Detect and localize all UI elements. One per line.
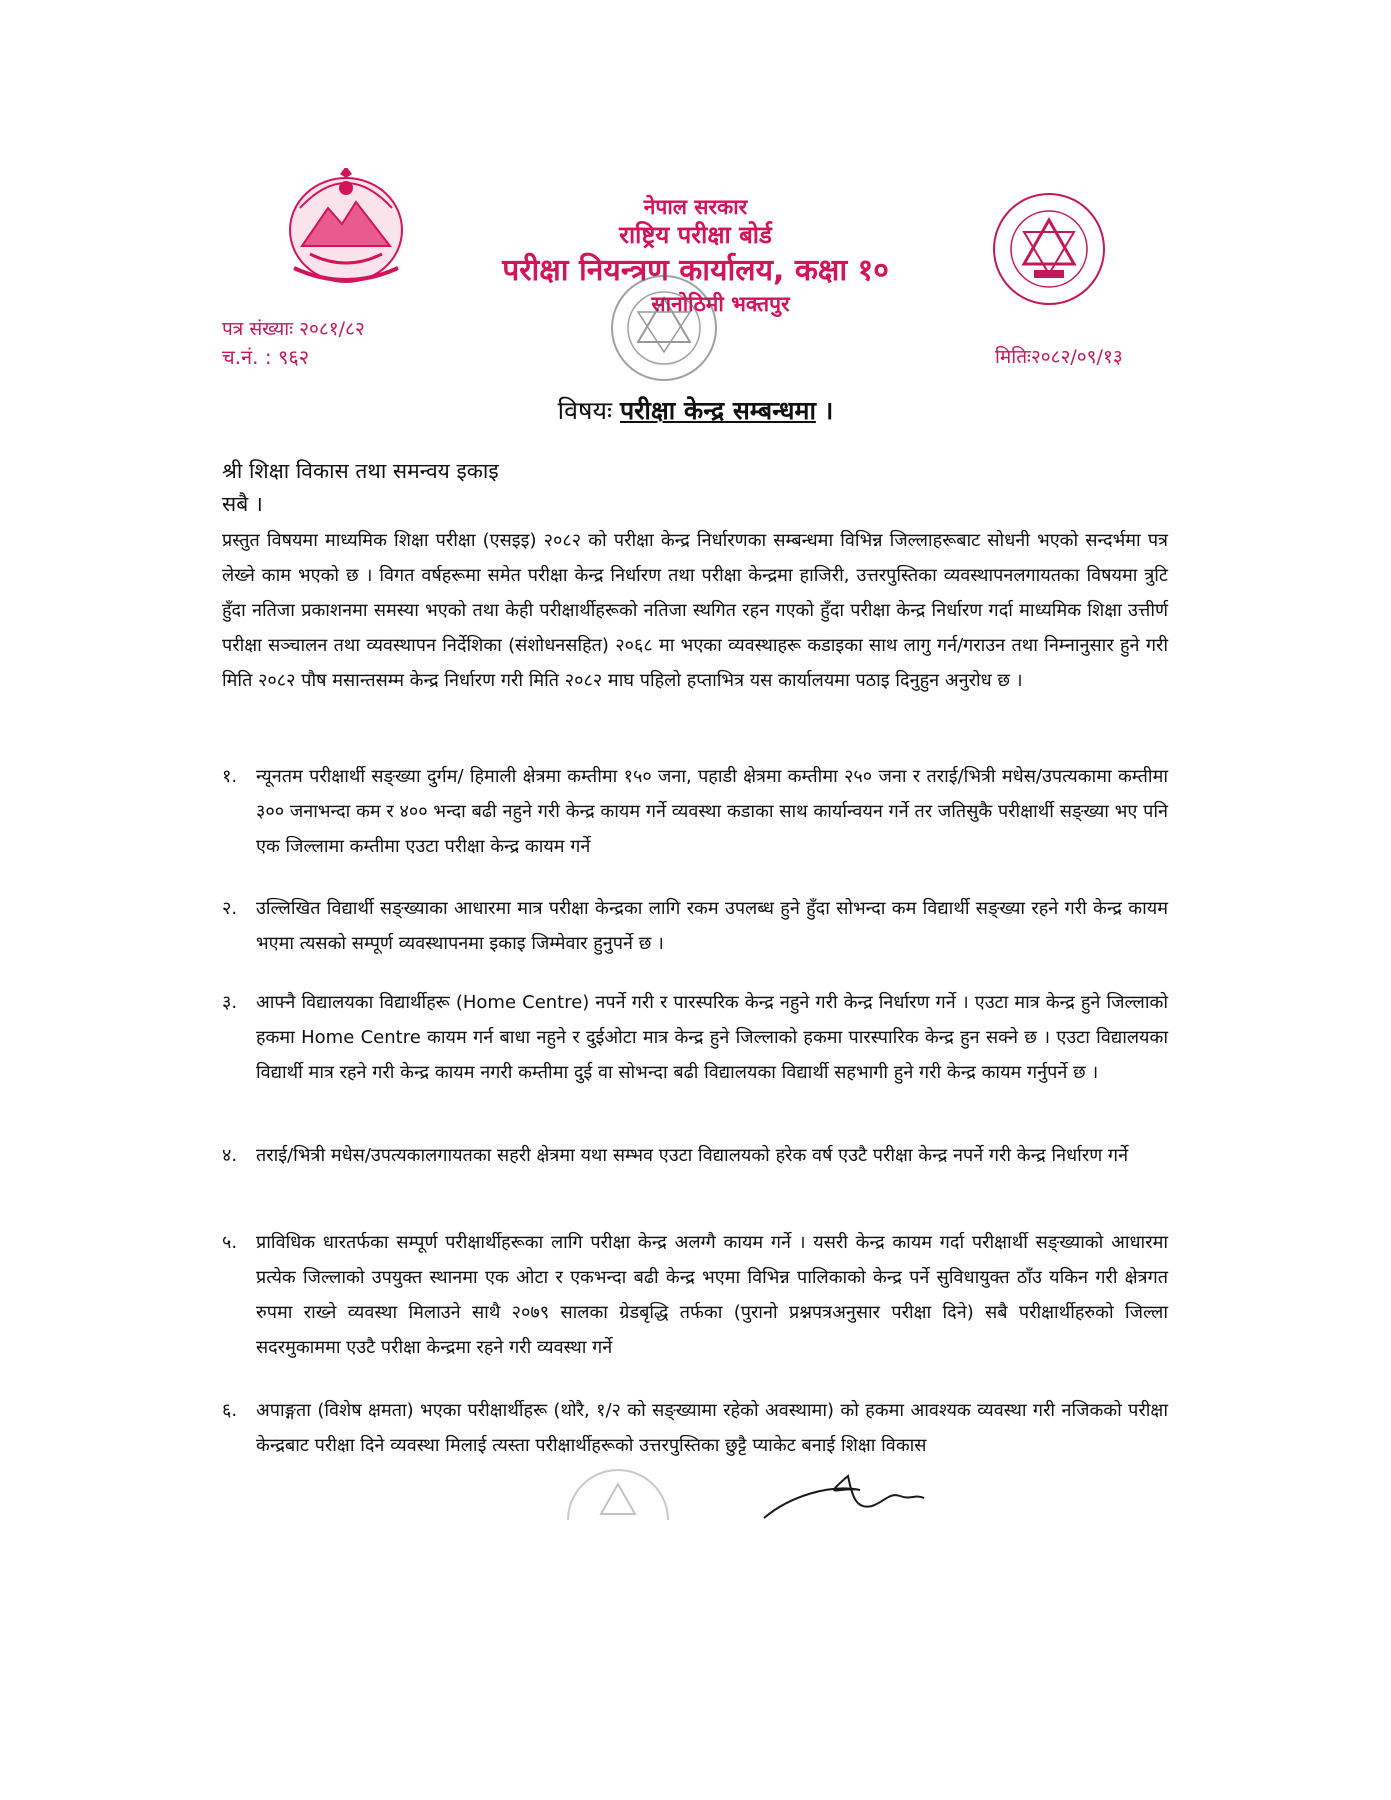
- list-item-text: तराई/भित्री मधेस/उपत्यकालगायतका सहरी क्षेत्रमा यथा सम्भव एउटा विद्यालयको हरेक वर्ष एउटै परीक्षा केन्द्र नपर्ने गरी केन्द्र निर्धारण गर्ने: [256, 1145, 1129, 1166]
- list-item: [222, 1138, 1168, 1173]
- dispatch-number: च.नं. : ९६२: [222, 345, 310, 369]
- list-item-number: ६.: [222, 1400, 238, 1421]
- list-item-number: ३.: [222, 992, 238, 1013]
- subject-suffix: ।: [823, 396, 834, 425]
- list-item: [222, 1393, 1168, 1463]
- addressee-line-2: सबै ।: [222, 492, 263, 516]
- list-item-number: २.: [222, 898, 238, 919]
- header-board: राष्ट्रिय परीक्षा बोर्ड: [619, 221, 772, 249]
- signature: [760, 1466, 930, 1522]
- list-item-text: न्यूनतम परीक्षार्थी सङ्ख्या दुर्गम/ हिमाली क्षेत्रमा कम्तीमा १५० जना, पहाडी क्षेत्रमा कम्तीमा २५० जना र तराई/भित्री मधेस/उपत्यकामा कम्तीमा ३०० जनाभन्दा कम र ४०० भन्दा बढी नहुने गरी केन्द्र कायम गर्ने व्यवस्था कडाका साथ कार्यान्वयन गर्ने तर जतिसुकै परीक्षार्थी सङ्ख्या भए पनि एक जिल्लामा कम्तीमा एउटा परीक्षा केन्द्र कायम गर्ने: [256, 766, 1168, 857]
- list-item-number: ४.: [222, 1145, 238, 1166]
- subject-prefix: विषयः: [557, 396, 613, 425]
- letter-date: मितिः२०८२/०९/१३: [995, 346, 1123, 368]
- list-item: [222, 891, 1168, 961]
- list-item: [222, 1225, 1168, 1365]
- header-address: सानोठिमी भक्तपुर: [651, 292, 790, 316]
- subject-line: [0, 393, 1391, 427]
- reference-number: पत्र संख्याः २०८१/८२: [222, 318, 365, 340]
- header-office: परीक्षा नियन्त्रण कार्यालय, कक्षा १०: [502, 253, 889, 288]
- bottom-stamp: [563, 1462, 673, 1522]
- list-item: [222, 985, 1168, 1090]
- intro-paragraph: प्रस्तुत विषयमा माध्यमिक शिक्षा परीक्षा (एसइइ) २०८२ को परीक्षा केन्द्र निर्धारणका सम्बन्धमा विभिन्न जिल्लाहरूबाट सोधनी भएको सन्दर्भमा पत्र लेख्ने काम भएको छ । विगत वर्षहरूमा समेत परीक्षा केन्द्र निर्धारण तथा परीक्षा केन्द्रमा हाजिरी, उत्तरपुस्तिका व्यवस्थापनलगायतका विषयमा त्रुटि हुँदा नतिजा प्रकाशनमा समस्या भएको तथा केही परीक्षार्थीहरूको नतिजा स्थगित रहन गएको हुँदा परीक्षा केन्द्र निर्धारण गर्दा माध्यमिक शिक्षा उत्तीर्ण परीक्षा सञ्चालन तथा व्यवस्थापन निर्देशिका (संशोधनसहित) २०६८ मा भएका व्यवस्थाहरू कडाइका साथ लागु गर्न/गराउन तथा निम्नानुसार हुने गरी मिति २०८२ पौष मसान्तसम्म केन्द्र निर्धारण गरी मिति २०८२ माघ पहिलो हप्ताभित्र यस कार्यालयमा पठाइ दिनुहुन अनुरोध छ ।: [222, 530, 1168, 691]
- header-country: नेपाल सरकार: [643, 195, 748, 219]
- list-item-text: अपाङ्गता (विशेष क्षमता) भएका परीक्षार्थीहरू (थोरै, १/२ को सङ्ख्यामा रहेको अवस्थामा) को हकमा आवश्यक व्यवस्था गरी नजिकको परीक्षा केन्द्रबाट परीक्षा दिने व्यवस्था मिलाई त्यस्ता परीक्षार्थीहरूको उत्तरपुस्तिका छुट्टै प्याकेट बनाई शिक्षा विकास: [256, 1400, 1168, 1456]
- center-stamp: [608, 272, 720, 384]
- subject-title: परीक्षा केन्द्र सम्बन्धमा: [619, 396, 816, 425]
- list-item-number: ५.: [222, 1232, 238, 1253]
- list-item-text: उल्लिखित विद्यार्थी सङ्ख्याका आधारमा मात्र परीक्षा केन्द्रका लागि रकम उपलब्ध हुने हुँदा सोभन्दा कम विद्यार्थी सङ्ख्या रहने गरी केन्द्र कायम भएमा त्यसको सम्पूर्ण व्यवस्थापनमा इकाइ जिम्मेवार हुनुपर्ने छ ।: [256, 898, 1168, 954]
- board-seal: [990, 190, 1108, 308]
- list-item-text: आफ्नै विद्यालयका विद्यार्थीहरू (Home Centre) नपर्ने गरी र पारस्परिक केन्द्र नहुने गरी केन्द्र निर्धारण गर्ने । एउटा मात्र केन्द्र हुने जिल्लाको हकमा Home Centre कायम गर्न बाधा नहुने र दुईओटा मात्र केन्द्र हुने जिल्लाको हकमा पारस्पारिक केन्द्र हुन सक्ने छ । एउटा विद्यालयका विद्यार्थी मात्र रहने गरी केन्द्र कायम नगरी कम्तीमा दुई वा सोभन्दा बढी विद्यालयका विद्यार्थी सहभागी हुने गरी केन्द्र कायम गर्नुपर्ने छ ।: [256, 992, 1168, 1083]
- list-item: [222, 759, 1168, 864]
- list-item-text: प्राविधिक धारतर्फका सम्पूर्ण परीक्षार्थीहरूका लागि परीक्षा केन्द्र अलग्गै कायम गर्ने । यसरी केन्द्र कायम गर्दा परीक्षार्थी सङ्ख्याको आधारमा प्रत्येक जिल्लाको उपयुक्त स्थानमा एक ओटा र एकभन्दा बढी केन्द्र भएमा विभिन्न पालिकाको केन्द्र पर्ने सुविधायुक्त ठाँउ यकिन गरी क्षेत्रगत रुपमा राख्ने व्यवस्था मिलाउने साथै २०७९ सालका ग्रेडबृद्धि तर्फका (पुरानो प्रश्नपत्रअनुसार परीक्षा दिने) सबै परीक्षार्थीहरुको जिल्ला सदरमुकाममा एउटै परीक्षा केन्द्रमा रहने गरी व्यवस्था गर्ने: [256, 1232, 1168, 1358]
- addressee-line-1: श्री शिक्षा विकास तथा समन्वय इकाइ: [222, 459, 499, 483]
- list-item-number: १.: [222, 766, 238, 787]
